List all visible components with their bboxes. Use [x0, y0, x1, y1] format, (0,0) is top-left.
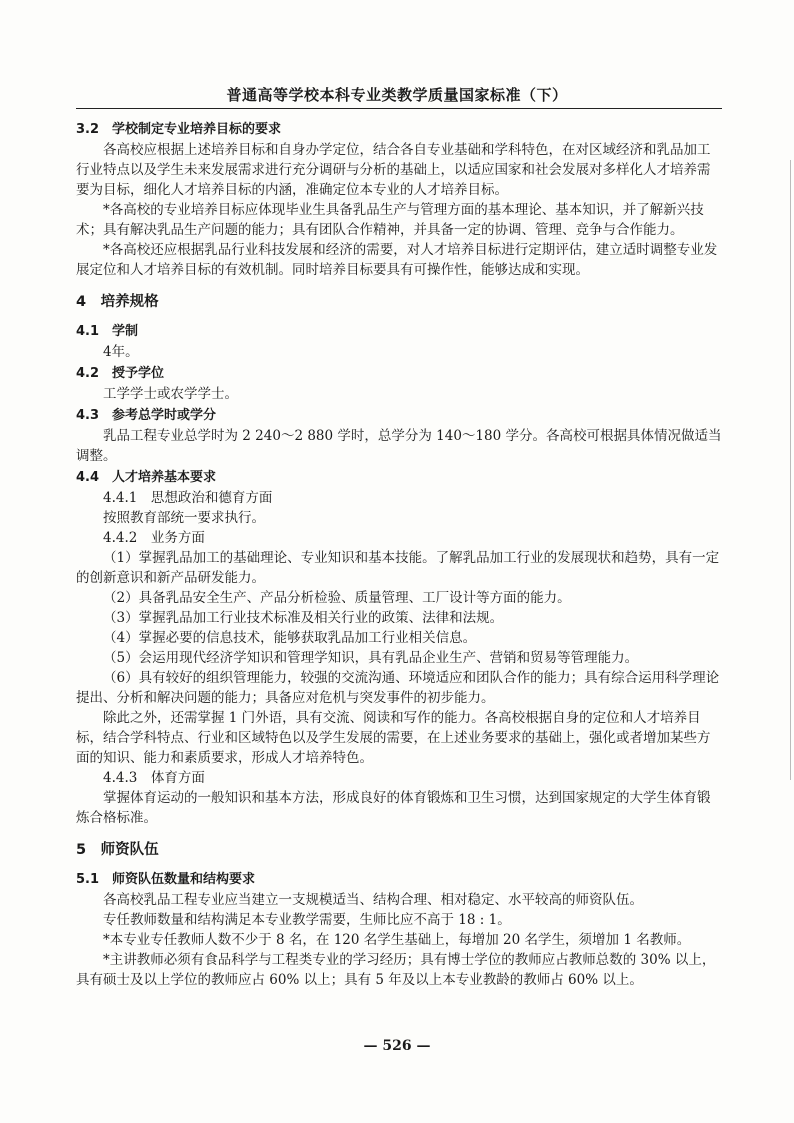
paragraph: 乳品工程专业总学时为 2 240～2 880 学时，总学分为 140～180 学分。各高校可根据具体情况做适当调整。 [76, 428, 722, 464]
paragraph: 各高校乳品工程专业应当建立一支规模适当、结构合理、相对稳定、水平较高的师资队伍。 [103, 892, 643, 908]
paragraph: 除此之外，还需掌握 1 门外语，具有交流、阅读和写作的能力。各高校根据自身的定位和人才培养目标，结合学科特点、行业和区域特色以及学生发展的需要，在上述业务要求的基础上，强化或者增加某些方面的知识、能力和素质要求，形成人才培养特色。 [76, 710, 711, 766]
paragraph: （1）掌握乳品加工的基础理论、专业知识和基本技能。了解乳品加工行业的发展现状和趋势，具有一定的创新意识和新产品研发能力。 [76, 550, 720, 586]
paragraph: （2）具备乳品安全生产、产品分析检验、质量管理、工厂设计等方面的能力。 [103, 590, 571, 606]
subsection-heading: 3.2 学校制定专业培养目标的要求 [76, 122, 282, 137]
paragraph: *各高校的专业培养目标应体现毕业生具备乳品生产与管理方面的基本理论、基本知识，并了解新兴技术；具有解决乳品生产问题的能力；具有团队合作精神，并具备一定的协调、管理、竞争与合作能力。 [76, 202, 704, 238]
sub-subsection-heading: 4.4.3 体育方面 [103, 770, 205, 786]
page-number: — 526 — [363, 1038, 431, 1054]
sub-subsection-heading: 4.4.2 业务方面 [103, 530, 205, 546]
section-heading: 4 培养规格 [76, 294, 159, 310]
paragraph: 专任教师数量和结构满足本专业教学需要，生师比应不高于 18 : 1。 [103, 912, 511, 928]
subsection-heading: 4.2 授予学位 [76, 366, 165, 381]
paragraph: 各高校应根据上述培养目标和自身办学定位，结合各自专业基础和学科特色，在对区域经济和乳品加工行业特点以及学生未来发展需求进行充分调研与分析的基础上，以适应国家和社会发展对多样化人才培养需要为目标，细化人才培养目标的内涵，准确定位本专业的人才培养目标。 [76, 142, 711, 198]
paragraph: （4）掌握必要的信息技术，能够获取乳品加工行业相关信息。 [103, 630, 477, 646]
paragraph: 4年。 [103, 344, 139, 360]
paragraph: 工学学士或农学学士。 [103, 386, 238, 402]
paragraph: *各高校还应根据乳品行业科技发展和经济的需要，对人才培养目标进行定期评估，建立适时调整专业发展定位和人才培养目标的有效机制。同时培养目标要具有可操作性，能够达成和实现。 [76, 242, 718, 278]
paragraph: （3）掌握乳品加工行业技术标准及相关行业的政策、法律和法规。 [103, 610, 504, 626]
sub-subsection-heading: 4.4.1 思想政治和德育方面 [103, 490, 273, 506]
subsection-heading: 4.4 人才培养基本要求 [76, 470, 217, 485]
subsection-heading: 5.1 师资队伍数量和结构要求 [76, 872, 256, 887]
paragraph: （5）会运用现代经济学知识和管理学知识，具有乳品企业生产、营销和贸易等管理能力。 [103, 650, 639, 666]
page-edge-shadow [790, 160, 791, 780]
paragraph: 掌握体育运动的一般知识和基本方法，形成良好的体育锻炼和卫生习惯，达到国家规定的大学生体育锻炼合格标准。 [76, 790, 711, 826]
paragraph: *主讲教师必须有食品科学与工程类专业的学习经历；具有博士学位的教师应占教师总数的 30% 以上，具有硕士及以上学位的教师应占 60% 以上；具有 5 年及以上本专业教龄的教师占 60% 以上。 [76, 952, 716, 988]
paragraph: 按照教育部统一要求执行。 [103, 510, 265, 526]
header-rule [76, 108, 722, 109]
running-header: 普通高等学校本科专业类教学质量国家标准（下） [226, 86, 568, 104]
paragraph: （6）具有较好的组织管理能力，较强的交流沟通、环境适应和团队合作的能力；具有综合运用科学理论提出、分析和解决问题的能力；具备应对危机与突发事件的初步能力。 [76, 670, 720, 706]
subsection-heading: 4.1 学制 [76, 324, 139, 339]
document-body [76, 118, 722, 990]
section-heading: 5 师资队伍 [76, 842, 159, 858]
paragraph: *本专业专任教师人数不少于 8 名，在 120 名学生基础上，每增加 20 名学生，须增加 1 名教师。 [103, 932, 691, 948]
subsection-heading: 4.3 参考总学时或学分 [76, 408, 217, 423]
